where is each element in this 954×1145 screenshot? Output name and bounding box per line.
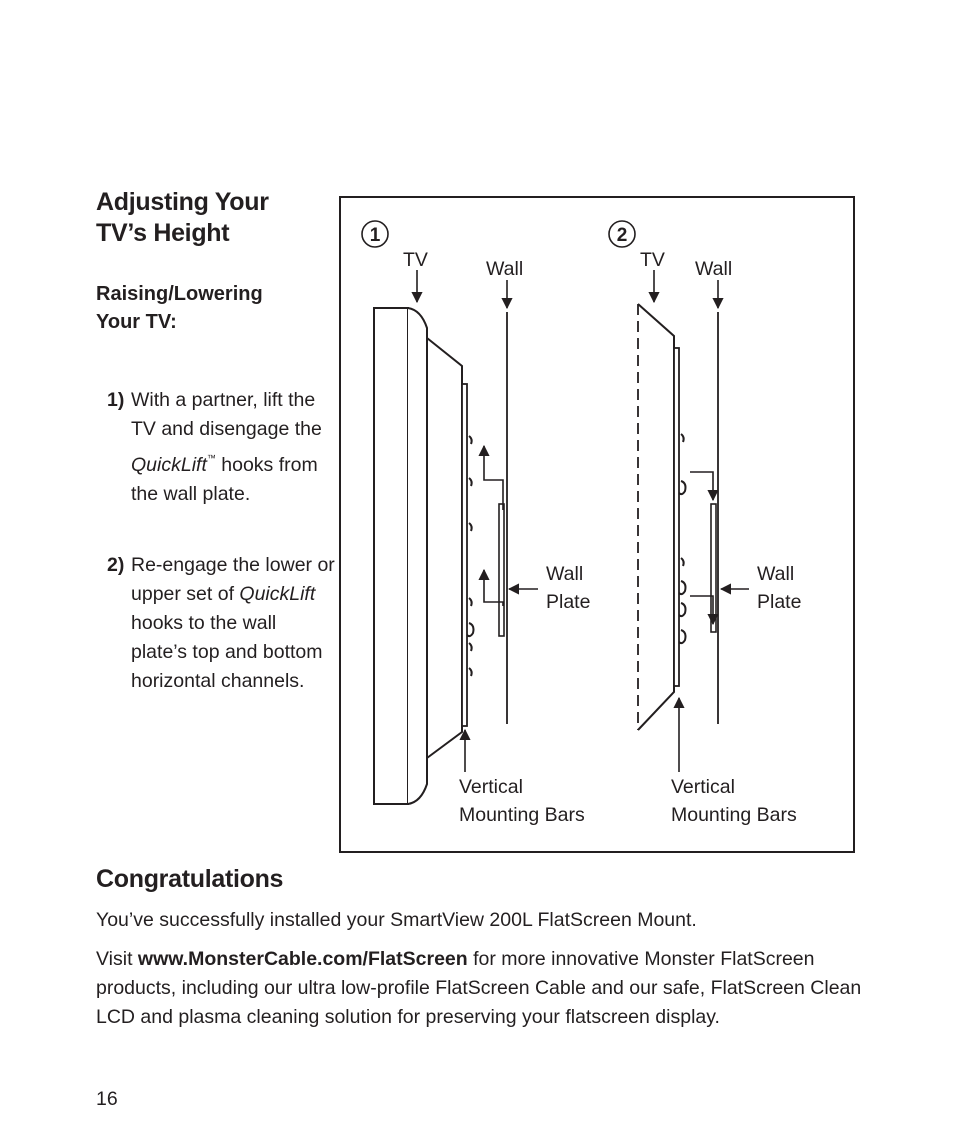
mounting-diagram-art bbox=[341, 198, 857, 855]
panel-2-bars-label-line2: Mounting Bars bbox=[671, 804, 797, 826]
lower-arrow-upper bbox=[690, 472, 713, 500]
section-title-line2: TV’s Height bbox=[96, 219, 230, 247]
panel-1 bbox=[362, 221, 538, 804]
panel-1-plate-label-line1: Wall bbox=[546, 563, 584, 585]
page-number: 16 bbox=[96, 1088, 118, 1110]
tv-front-panel bbox=[374, 308, 408, 804]
step-1-text-pre: With a partner, lift the TV and disengage the bbox=[131, 389, 322, 440]
panel-2-tv-label: TV bbox=[640, 249, 665, 271]
panel-1-bars-label bbox=[459, 773, 585, 829]
step-2 bbox=[107, 551, 336, 696]
vertical-mounting-bar bbox=[462, 384, 467, 726]
panel-1-bars-label-line2: Mounting Bars bbox=[459, 804, 585, 826]
step-2-number: 2) bbox=[107, 554, 125, 576]
section-title bbox=[96, 187, 269, 249]
quicklift-hooks bbox=[467, 436, 474, 676]
congratulations-paragraph-1: You’ve successfully installed your SmartView 200L FlatScreen Mount. bbox=[96, 909, 697, 931]
vertical-mounting-bar-2 bbox=[674, 348, 679, 686]
tv-bezel bbox=[408, 308, 427, 804]
step-1 bbox=[107, 386, 336, 509]
panel-2-plate-label-line1: Wall bbox=[757, 563, 795, 585]
panel-2-bars-label bbox=[671, 773, 797, 829]
panel-2-number: 2 bbox=[616, 225, 628, 246]
wall-plate bbox=[499, 504, 504, 636]
quicklift-hooks-2 bbox=[679, 434, 686, 643]
section-subtitle-line2: Your TV: bbox=[96, 311, 177, 333]
lift-arrow-upper bbox=[484, 446, 503, 510]
para2-post: for more innovative Monster FlatScreen products, including our ultra low-profile FlatScreen Cable and our safe, FlatScreen Clean LCD and plasma cleaning solution for preserving your flatscreen display. bbox=[96, 948, 862, 1028]
step-2-text-pre: Re-engage the lower or upper set of bbox=[131, 554, 335, 605]
lower-arrow-lower bbox=[690, 596, 713, 624]
step-1-text-post: hooks from the wall plate. bbox=[131, 454, 318, 505]
step-1-product-name: QuickLift bbox=[131, 454, 207, 476]
tv-back-housing bbox=[427, 338, 462, 758]
panel-1-tv-label: TV bbox=[403, 249, 428, 271]
panel-2 bbox=[609, 221, 749, 772]
congratulations-title: Congratulations bbox=[96, 865, 284, 893]
step-2-text-post: hooks to the wall plate’s top and bottom horizontal channels. bbox=[131, 612, 323, 692]
panel-2-wall-label: Wall bbox=[695, 258, 733, 280]
panel-1-wall-label: Wall bbox=[486, 258, 524, 280]
tv-back-outline bbox=[638, 304, 674, 730]
panel-1-number: 1 bbox=[369, 225, 381, 246]
congratulations-paragraph-2 bbox=[96, 945, 866, 1032]
trademark-symbol: ™ bbox=[206, 453, 216, 463]
panel-1-bars-label-line1: Vertical bbox=[459, 776, 523, 798]
panel-1-plate-label-line2: Plate bbox=[546, 591, 591, 613]
panel-2-bars-label-line1: Vertical bbox=[671, 776, 735, 798]
step-1-text bbox=[131, 386, 336, 509]
section-subtitle bbox=[96, 280, 263, 336]
para2-pre: Visit bbox=[96, 948, 138, 970]
section-title-line1: Adjusting Your bbox=[96, 188, 269, 216]
panel-2-plate-label bbox=[757, 560, 801, 616]
website-link[interactable]: www.MonsterCable.com/FlatScreen bbox=[137, 948, 468, 970]
section-subtitle-line1: Raising/Lowering bbox=[96, 283, 263, 305]
step-2-product-name: QuickLift bbox=[239, 583, 316, 605]
step-1-number: 1) bbox=[107, 389, 125, 411]
step-2-text bbox=[131, 551, 336, 696]
mounting-diagram bbox=[339, 196, 855, 853]
panel-1-plate-label bbox=[546, 560, 590, 616]
panel-2-plate-label-line2: Plate bbox=[757, 591, 802, 613]
